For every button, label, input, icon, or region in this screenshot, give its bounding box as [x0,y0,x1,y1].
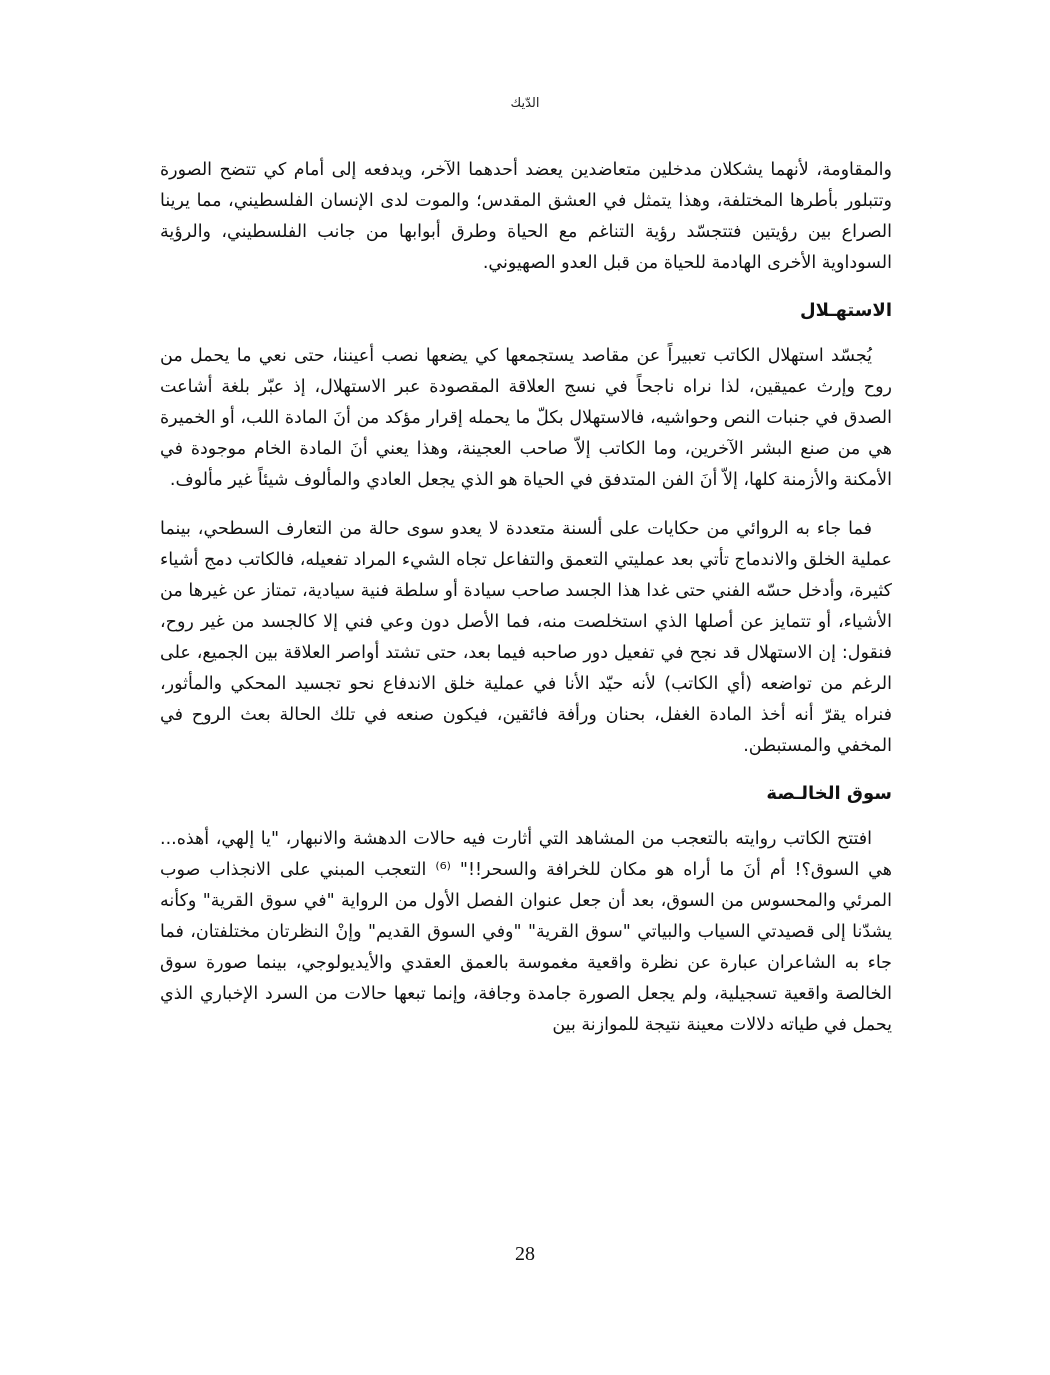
body-text [160,155,892,1059]
paragraph: فما جاء به الروائي من حكايات على ألسنة متعددة لا يعدو سوى حالة من التعارف السطحي، بينما عملية الخلق والاندماج تأتي بعد عمليتي التعمق والتفاعل تجاه الشيء المراد تفعيله، فالكاتب دمج أشياء كثيرة، وأدخل حسّه الفني حتى غدا هذا الجسد صاحب سيادة أو سلطة فنية سيادية، تمتاز عن غيرها من الأشياء، أو تتمايز عن أصلها الذي استخلصت منه، فما الأصل دون وعي فني إلا كالجسد من غير روح، فنقول: إن الاستهلال قد نجح في تفعيل دور صاحبه فيما بعد، حتى تشتد أواصر العلاقة بين الجميع، على الرغم من تواضعه (أي الكاتب) لأنه حيّد الأنا في عملية خلق الاندفاع نحو تجسيد المحكي والمأثور، فنراه يقرّ أنه أخذ المادة الغفل، بحنان ورأفة فائقين، فيكون صنعه في تلك الحالة بعث الروح في المخفي والمستبطن. [160,519,892,756]
paragraph: والمقاومة، لأنهما يشكلان مدخلين متعاضدين يعضد أحدهما الآخر، ويدفعه إلى أمام كي تتضح الصورة وتتبلور بأطرها المختلفة، وهذا يتمثل في العشق المقدس؛ والموت لدى الإنسان الفلسطيني، مما يرينا الصراع بين رؤيتين فتتجسّد رؤية التناغم مع الحياة وطرق أبوابها من جانب الفلسطيني، والرؤية السوداوية الأخرى الهادمة للحياة من قبل العدو الصهيوني. [160,160,892,273]
paragraph: يُجسّد استهلال الكاتب تعبيراً عن مقاصد يستجمعها كي يضعها نصب أعيننا، حتى نعي ما يحمل من روح وإرث عميقين، لذا نراه ناجحاً في نسج العلاقة المقصودة عبر الاستهلال، إذ عبّر بلغة أشاعت الصدق في جنبات النص وحواشيه، فالاستهلال بكلّ ما يحمله إقرار مؤكد من أنَ المادة اللب، أو الخميرة هي من صنع البشر الآخرين، وما الكاتب إلاّ صاحب العجينة، وهذا يعني أنَ المادة الخام موجودة في الأمكنة والأزمنة كلها، إلاّ أنَ الفن المتدفق في الحياة هو الذي يجعل العادي والمألوف شيئاً غير مألوف. [160,346,892,490]
section-heading-souq-al-khalisa: سوق الخالـصة [766,783,892,804]
paragraph: افتتح الكاتب روايته بالتعجب من المشاهد التي أثارت فيه حالات الدهشة والانبهار، "يا إلهي، أهذه... هي السوق؟! أم أنَ ما أراه هو مكان للخرافة والسحر!!" ⁽⁶⁾ التعجب المبني على الانجذاب صوب المرئي والمحسوس من السوق، بعد أن جعل عنوان الفصل الأول من الرواية "في سوق القرية" وكأنه يشدّنا إلى قصيدتي السياب والبياتي "سوق القرية" "وفي السوق القديم" وإنْ النظرتان مختلفتان، فما جاء به الشاعران عبارة عن نظرة واقعية مغموسة بالعمق العقدي والأيديولوجي، بينما صورة سوق الخالصة واقعية تسجيلية، ولم يجعل الصورة جامدة وجافة، وإنما تبعها حالات من السرد الإخباري الذي يحمل في طياته دلالات معينة نتيجة للموازنة بين [160,829,892,1035]
page-number: 28 [515,1243,535,1265]
running-header: الدّيك [510,96,540,111]
section-heading-istihlal: الاستهـلال [800,300,892,321]
